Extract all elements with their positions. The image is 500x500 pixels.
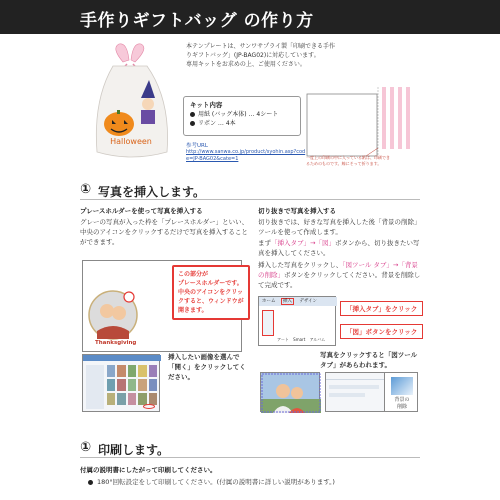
bullet-icon [190, 121, 195, 126]
section-print-heading [80, 440, 420, 458]
section-insert-photo-heading [80, 182, 420, 200]
remove-background-icon[interactable] [391, 377, 413, 395]
insert-tab-tag: 「挿入タブ」をクリック [340, 301, 423, 316]
section-title: 写真を挿入します。 [98, 185, 206, 199]
bullet-icon [88, 480, 93, 485]
remove-background-label: 背景の 削除 [394, 397, 410, 410]
paper-sheet-diagram [306, 86, 412, 158]
section-number: ① [80, 440, 92, 455]
insert-dialog-screenshot [82, 354, 160, 412]
ribbon-tab-home[interactable]: ホーム [262, 299, 276, 304]
kit-item: 用紙 (バッグ本体) … 4シート [190, 110, 294, 119]
print-subtitle: 付属の説明書にしたがって印刷してください。 [80, 466, 217, 474]
intro-line-1: 本テンプレートは、サンワサプライ製「印刷できる手作りギフトバッグ」(JP-BAG02)に対応しています。 [186, 43, 335, 59]
ribbon-item-album[interactable]: アルバム [309, 337, 326, 342]
placeholder-description: グレーの写真が入った枠を「プレースホルダー」といい、中央のアイコンをクリックするだけで写真を挿入することができます。 [80, 218, 249, 246]
open-button-highlight[interactable] [143, 404, 155, 409]
thumbnail-label: Thanksgiving [95, 340, 137, 346]
placeholder-callout: この部分が プレースホルダーです。 中央のアイコンをクリックすると、ウィンドウが開きます。 [172, 265, 250, 320]
ribbon-item-art[interactable]: アート [277, 337, 289, 342]
section-title: 印刷します。 [98, 443, 170, 457]
picture-tools-caption: 写真をクリックすると「図ツール タブ」があらわれます。 [320, 351, 418, 369]
placeholder-subtitle: プレースホルダーを使って写真を挿入する [80, 207, 203, 215]
print-instruction: 180°回転設定をして印刷してください。(付属の説明書に詳しい説明があります。) [88, 477, 335, 486]
cutout-step-2: 挿入した写真をクリックし、「図ツール タブ」→「背景の削除」ボタンをクリックしてください。背景を削除して完成です。 [258, 261, 421, 289]
paper-note: 一度上の印刷の中に入っている紙は、印刷でき るためのものです。線にそって折ります。 [306, 155, 390, 166]
intro-description [186, 42, 336, 69]
remove-background-screenshot [384, 372, 418, 412]
bullet-icon [190, 112, 195, 117]
ribbon-screenshot [258, 296, 336, 346]
ribbon-tab-insert[interactable]: 挿入 [282, 299, 292, 304]
reference-label: 参考URL [186, 143, 208, 149]
gift-bag-photo [83, 40, 178, 165]
picture-button[interactable] [262, 310, 274, 336]
selected-photo-screenshot [260, 372, 320, 412]
bag-label: Halloween [110, 137, 152, 146]
reference-link[interactable]: http://www.sanwa.co.jp/product/syohin.asp?code=JP-BAG02&cate=1 [186, 149, 306, 162]
cutout-subtitle: 切り抜きで写真を挿入する [258, 207, 336, 215]
selected-photo [261, 373, 321, 413]
insert-picture-icon[interactable] [124, 292, 134, 302]
picture-button-tag: 「図」ボタンをクリック [340, 324, 423, 339]
page-header [0, 0, 500, 34]
section-number: ① [80, 182, 92, 197]
kit-item: リボン … 4本 [190, 119, 294, 128]
insert-dialog-caption: 挿入したい画像を選んで「開く」をクリックしてください。 [168, 353, 246, 381]
kit-contents-box [183, 96, 301, 136]
cutout-step-1: まず「挿入タブ」→「図」ボタンから、切り抜きたい写真を挿入してください。 [258, 239, 420, 257]
picture-tools-screenshot [325, 372, 385, 412]
kit-title: キット内容 [190, 101, 223, 109]
cutout-description: 切り抜きでは、好きな写真を挿入した後「背景の削除」ツールを使って作成します。 [258, 218, 421, 236]
ribbon-item-smart[interactable]: Smart [293, 337, 306, 342]
page-title: 手作りギフトバッグ の作り方 [80, 11, 314, 31]
ribbon-tab-design[interactable]: デザイン [299, 299, 318, 304]
intro-line-2: 専用キットをお求めの上、ご使用ください。 [186, 61, 306, 68]
